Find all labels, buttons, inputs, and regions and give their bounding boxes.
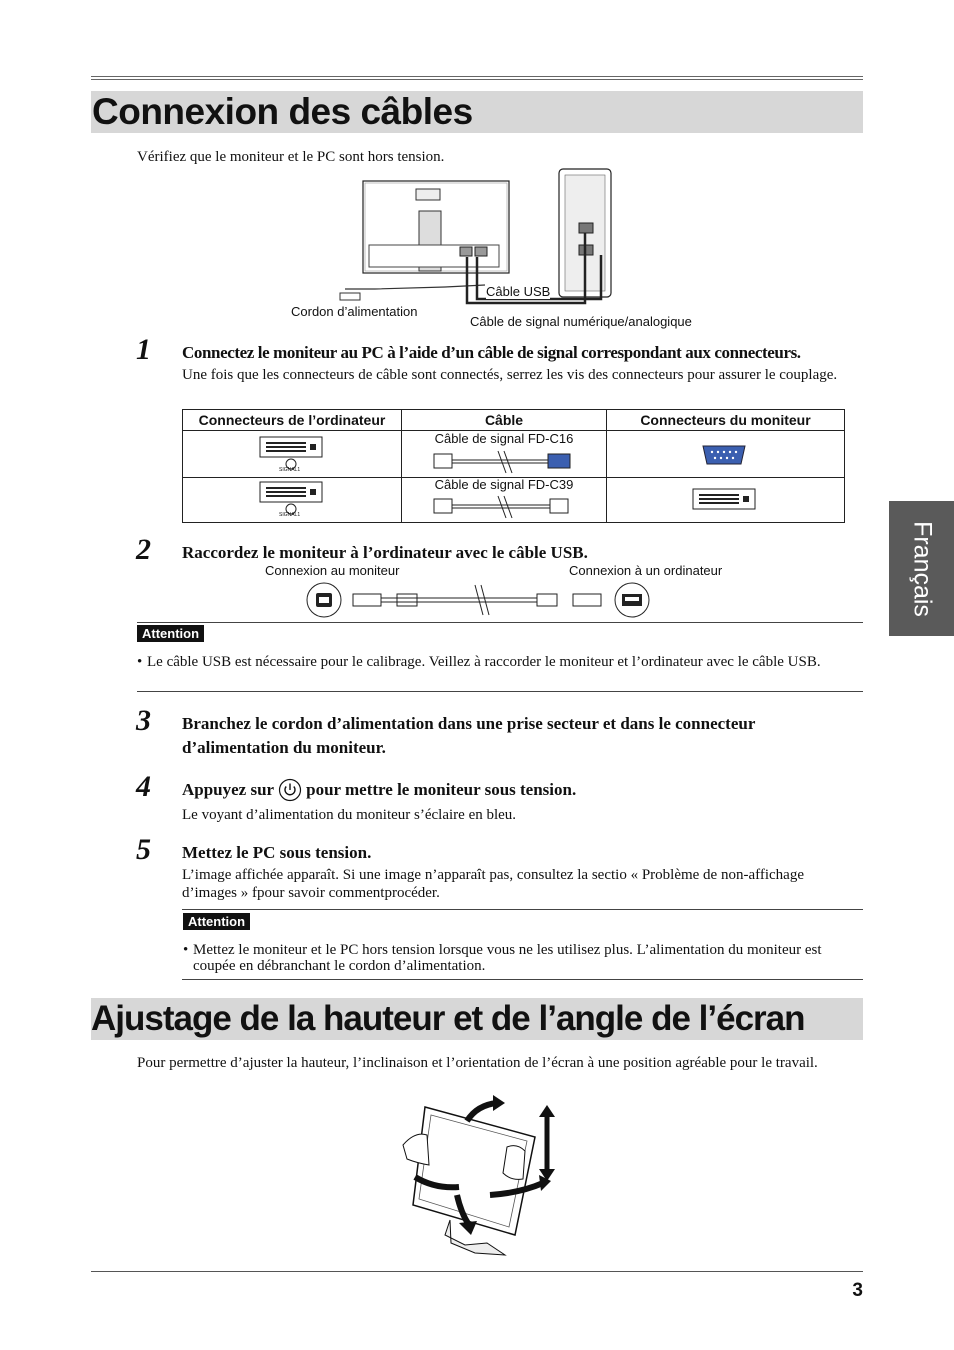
language-tab[interactable] xyxy=(889,501,954,636)
fd-c16-cable-icon xyxy=(430,449,580,475)
section-title: Connexion des câbles xyxy=(92,91,473,132)
power-cord-label: Cordon d’alimentation xyxy=(291,304,418,319)
step-4-title-end: pour mettre le moniteur sous tension. xyxy=(306,780,577,799)
monitor-connector-cell xyxy=(607,478,845,523)
step-4-body: Le voyant d’alimentation du moniteur s’éclaire en bleu. xyxy=(182,807,517,823)
vga-port-icon xyxy=(701,443,747,467)
attention-1-rule xyxy=(137,622,863,623)
step-4-number: 4 xyxy=(136,770,151,803)
usb-monitor-label: Connexion au moniteur xyxy=(265,563,400,578)
attention-2-rule xyxy=(182,909,863,910)
attention-1-text: Le câble USB est nécessaire pour le calibrage. Veillez à raccorder le moniteur et l’ordinateur avec le câble USB. xyxy=(147,654,821,670)
attention-2-bottom-rule xyxy=(182,979,863,980)
step-3-title: Branchez le cordon d’alimentation dans une prise secteur et dans le connecteur d’alimentation du moniteur. xyxy=(182,714,756,757)
table-header: Câble xyxy=(402,410,607,431)
monitor-connector-cell xyxy=(607,431,845,478)
cable-cell xyxy=(402,431,607,478)
dvi-monitor-port-icon xyxy=(691,486,757,514)
table-row xyxy=(183,431,845,478)
usb-cable-diagram xyxy=(305,581,655,619)
section-2-intro: Pour permettre d’ajuster la hauteur, l’inclinaison et l’orientation de l’écran à une position agréable pour le travail. xyxy=(137,1055,818,1071)
top-rule xyxy=(91,76,863,77)
top-rule-2 xyxy=(91,79,863,80)
intro-text: Vérifiez que le moniteur et le PC sont hors tension. xyxy=(137,149,445,165)
step-3-number: 3 xyxy=(136,704,151,737)
step-4-title xyxy=(182,778,576,802)
monitor-adjustment-illustration xyxy=(395,1095,560,1260)
port-label: SIGNAL1 xyxy=(279,467,301,473)
port-label: SIGNAL1 xyxy=(279,512,301,518)
step-5-number: 5 xyxy=(136,833,151,866)
attention-2-text: Mettez le moniteur et le PC hors tension lorsque vous ne les utilisez plus. L’alimentation du moniteur est coupée en débranchant le cordon d’alimentation. xyxy=(193,942,822,974)
cable-name: Câble de signal FD-C39 xyxy=(434,477,574,492)
table-header: Connecteurs de l’ordinateur xyxy=(183,410,402,431)
attention-1-bottom-rule xyxy=(137,691,863,692)
table-header: Connecteurs du moniteur xyxy=(607,410,845,431)
pc-connector-cell xyxy=(183,478,402,523)
attention-1-bullet: • xyxy=(137,654,143,670)
section-heading-ajustage xyxy=(91,998,863,1040)
step-2-number: 2 xyxy=(136,533,151,566)
usb-computer-label: Connexion à un ordinateur xyxy=(569,563,723,578)
table-row xyxy=(183,478,845,523)
footer-rule xyxy=(91,1271,863,1272)
fd-c39-cable-icon xyxy=(430,494,580,520)
step-5-body: L’image affichée apparaît. Si une image n’apparaît pas, consultez la sectio « Problème de non-affichage d’images » fpour savoir commentprocéder. xyxy=(182,867,804,901)
step-1-body: Une fois que les connecteurs de câble sont connectés, serrez les vis des connecteurs pour assurer le couplage. xyxy=(182,367,838,383)
step-1-title: Connectez le moniteur au PC à l’aide d’un câble de signal correspondant aux connecteurs. xyxy=(182,343,801,362)
section-heading-connexion xyxy=(91,91,863,133)
power-button-icon xyxy=(278,778,302,802)
signal-cable-label: Câble de signal numérique/analogique xyxy=(470,314,692,329)
section-title: Ajustage de la hauteur et de l’angle de l’écran xyxy=(91,999,805,1038)
pc-connector-cell xyxy=(183,431,402,478)
step-2-title: Raccordez le moniteur à l’ordinateur avec le câble USB. xyxy=(182,543,588,562)
monitor-logo xyxy=(416,189,440,200)
attention-2-label: Attention xyxy=(183,913,250,930)
cable-cell xyxy=(402,478,607,523)
power-plug xyxy=(340,293,360,300)
step-5-title: Mettez le PC sous tension. xyxy=(182,843,372,862)
attention-1-label: Attention xyxy=(137,625,204,642)
step-1-number: 1 xyxy=(136,333,151,366)
step-4-title-start: Appuyez sur xyxy=(182,780,275,799)
page-number: 3 xyxy=(852,1280,863,1301)
language-tab-label: Français xyxy=(908,520,936,617)
usb-cable-label: Câble USB xyxy=(486,284,551,299)
cable-name: Câble de signal FD-C16 xyxy=(434,431,574,446)
attention-2-bullet: • xyxy=(183,942,189,958)
connector-table xyxy=(182,409,845,523)
